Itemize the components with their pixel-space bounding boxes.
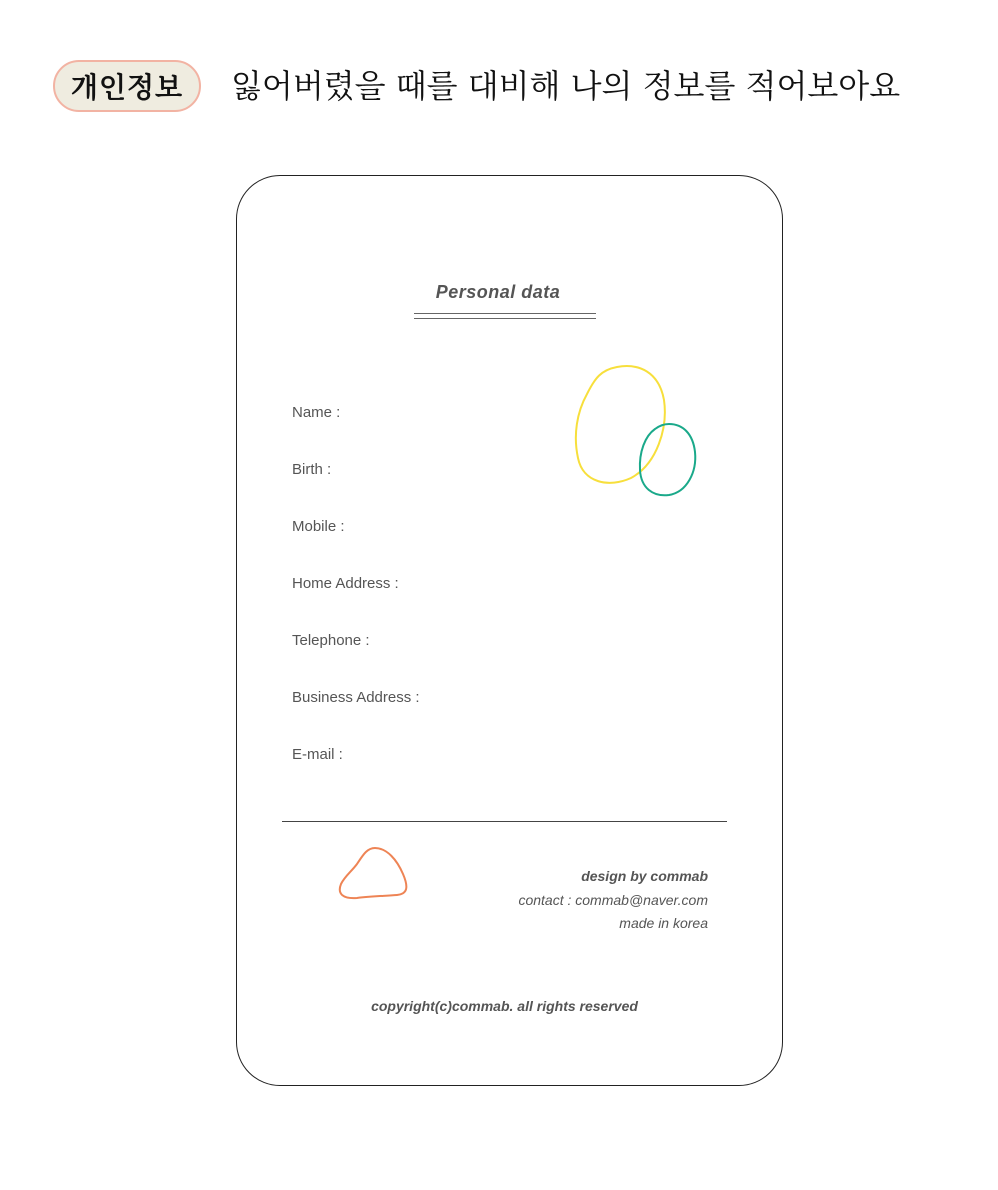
copyright-text: copyright(c)commab. all rights reserved (371, 998, 638, 1014)
title-double-rule (414, 313, 596, 319)
field-email: E-mail : (292, 746, 343, 763)
credit-origin: made in korea (619, 915, 708, 931)
orange-blob-doodle (335, 844, 411, 904)
personal-data-card (236, 175, 783, 1086)
field-mobile: Mobile : (292, 518, 345, 535)
header-subtitle: 잃어버렸을 때를 대비해 나의 정보를 적어보아요 (231, 67, 901, 105)
field-home-address: Home Address : (292, 575, 399, 592)
header-badge: 개인정보 (53, 60, 201, 112)
card-title: Personal data (435, 282, 561, 302)
green-blob-doodle (635, 420, 701, 500)
footer-divider (282, 821, 727, 822)
field-birth: Birth : (292, 461, 332, 478)
credit-contact: contact : commab@naver.com (518, 892, 708, 908)
field-business-address: Business Address : (292, 689, 420, 706)
credit-design: design by commab (581, 868, 708, 884)
field-telephone: Telephone : (292, 632, 370, 649)
field-name: Name : (292, 404, 341, 421)
